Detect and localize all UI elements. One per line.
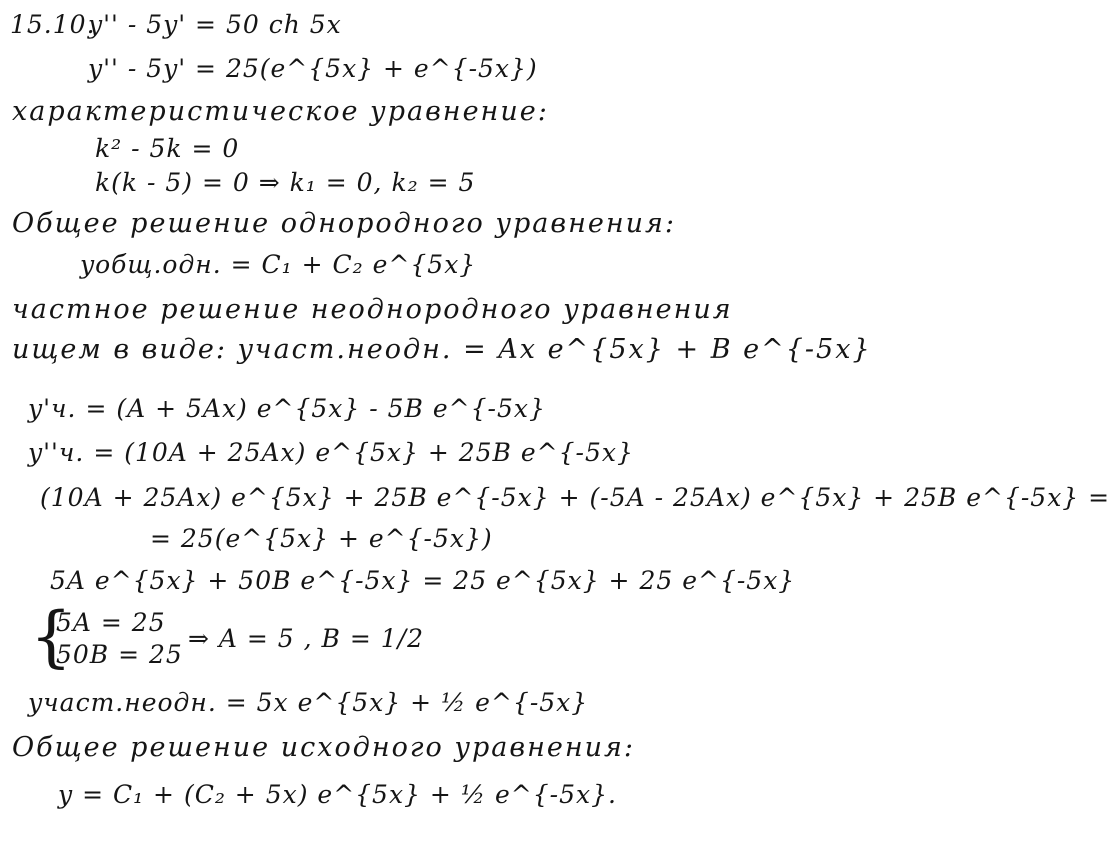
heading-general-solution: Общее решение исходного уравнения:	[12, 732, 636, 763]
final-general-solution: y = C₁ + (C₂ + 5x) e^{5x} + ½ e^{-5x}.	[58, 780, 617, 809]
general-homogeneous-solution: yобщ.одн. = C₁ + C₂ e^{5x}	[80, 250, 477, 279]
particular-solution-form: ищем в виде: yчаст.неодн. = Ax e^{5x} + B e^{-5x}	[12, 334, 872, 365]
system-equation-b: 50B = 25	[56, 640, 183, 669]
first-derivative: y'ч. = (A + 5Ax) e^{5x} - 5B e^{-5x}	[28, 394, 546, 423]
heading-characteristic-equation: характеристическое уравнение:	[12, 96, 549, 127]
second-derivative: y''ч. = (10A + 25Ax) e^{5x} + 25B e^{-5x}	[28, 438, 634, 467]
particular-solution: yчаст.неодн. = 5x e^{5x} + ½ e^{-5x}	[28, 688, 589, 717]
heading-particular-solution: частное решение неоднородного уравнения	[12, 294, 733, 325]
coefficients-result: ⇒ A = 5 , B = 1/2	[188, 624, 424, 653]
characteristic-equation: k² - 5k = 0	[95, 134, 240, 163]
heading-general-homogeneous: Общее решение однородного уравнения:	[12, 208, 676, 239]
simplified-equation: 5A e^{5x} + 50B e^{-5x} = 25 e^{5x} + 25 e^{-5x}	[50, 566, 796, 595]
equation-rewritten: y'' - 5y' = 25(e^{5x} + e^{-5x})	[88, 54, 538, 83]
substitution-right-side: = 25(e^{5x} + e^{-5x})	[150, 524, 493, 553]
characteristic-roots: k(k - 5) = 0 ⇒ k₁ = 0, k₂ = 5	[95, 168, 476, 197]
problem-number: 15.10.	[10, 10, 96, 39]
system-brace: {	[30, 598, 72, 675]
substitution-left-side: (10A + 25Ax) e^{5x} + 25B e^{-5x} + (-5A - 25Ax) e^{5x} + 25B e^{-5x} =	[40, 483, 1110, 512]
equation-original: y'' - 5y' = 50 ch 5x	[88, 10, 342, 39]
system-equation-a: 5A = 25	[56, 608, 166, 637]
